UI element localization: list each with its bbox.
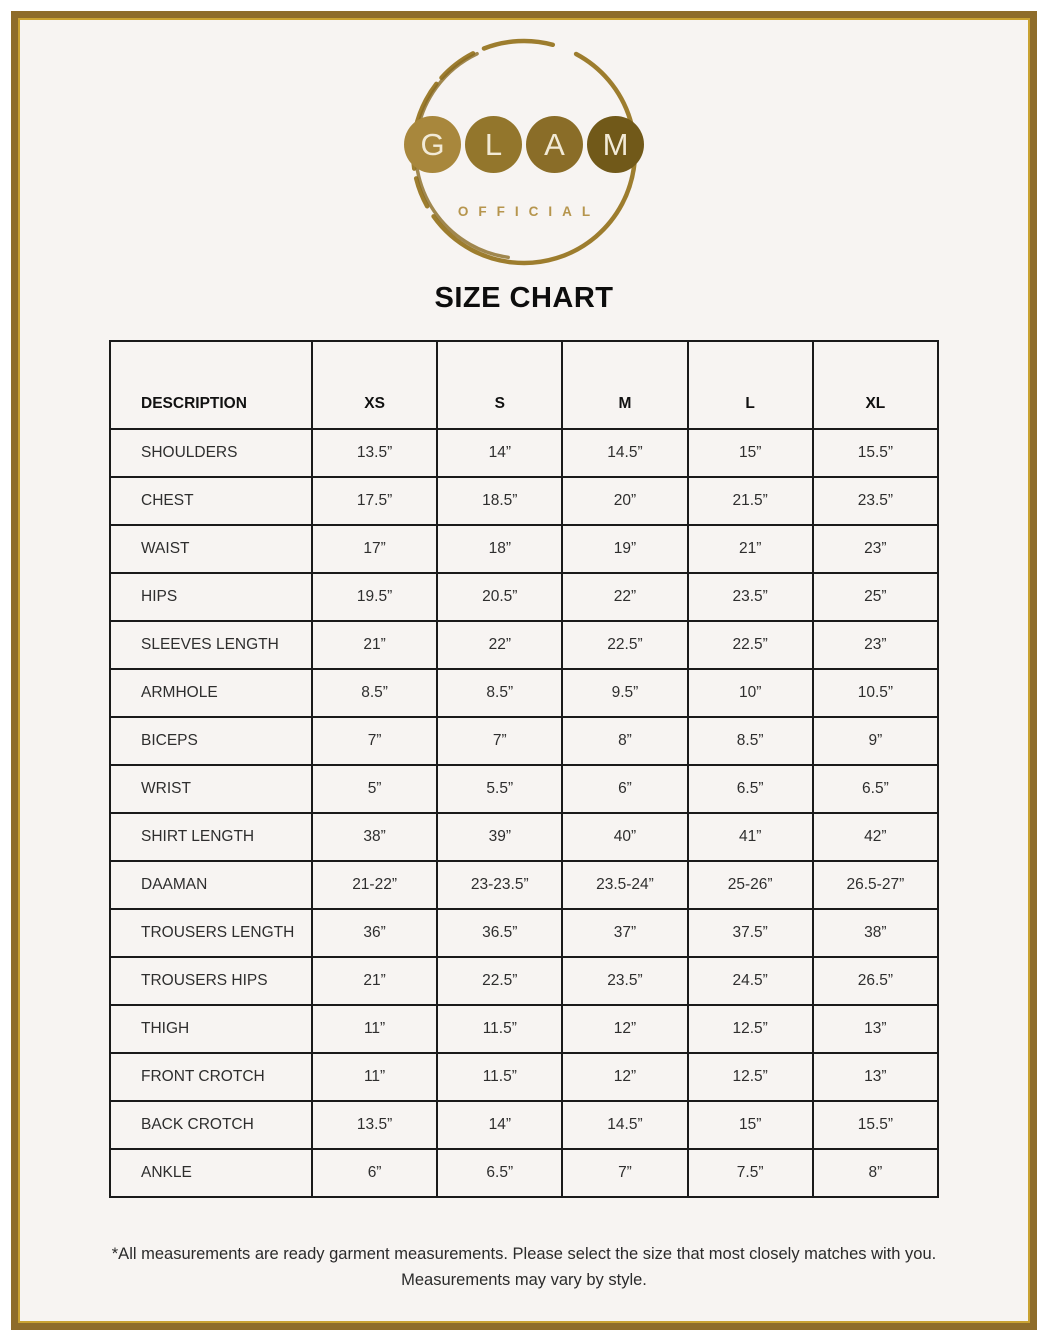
row-label: DAAMAN bbox=[110, 861, 312, 909]
cell-value: 12.5” bbox=[688, 1005, 813, 1053]
row-label: HIPS bbox=[110, 573, 312, 621]
cell-value: 37.5” bbox=[688, 909, 813, 957]
cell-value: 11.5” bbox=[437, 1053, 562, 1101]
table-row bbox=[110, 861, 938, 909]
cell-value: 6.5” bbox=[813, 765, 938, 813]
cell-value: 37” bbox=[562, 909, 687, 957]
cell-value: 40” bbox=[562, 813, 687, 861]
cell-value: 22.5” bbox=[562, 621, 687, 669]
cell-value: 6” bbox=[312, 1149, 437, 1197]
cell-value: 5” bbox=[312, 765, 437, 813]
logo-letter-m: M bbox=[587, 116, 644, 173]
table-row bbox=[110, 1005, 938, 1053]
cell-value: 25” bbox=[813, 573, 938, 621]
cell-value: 24.5” bbox=[688, 957, 813, 1005]
table-row bbox=[110, 813, 938, 861]
cell-value: 15.5” bbox=[813, 1101, 938, 1149]
cell-value: 36” bbox=[312, 909, 437, 957]
cell-value: 23.5” bbox=[688, 573, 813, 621]
row-label: CHEST bbox=[110, 477, 312, 525]
cell-value: 41” bbox=[688, 813, 813, 861]
cell-value: 39” bbox=[437, 813, 562, 861]
cell-value: 13.5” bbox=[312, 429, 437, 477]
cell-value: 6.5” bbox=[688, 765, 813, 813]
cell-value: 11.5” bbox=[437, 1005, 562, 1053]
table-row bbox=[110, 717, 938, 765]
cell-value: 11” bbox=[312, 1053, 437, 1101]
table-row bbox=[110, 1149, 938, 1197]
cell-value: 19” bbox=[562, 525, 687, 573]
cell-value: 7” bbox=[312, 717, 437, 765]
cell-value: 5.5” bbox=[437, 765, 562, 813]
cell-value: 14.5” bbox=[562, 1101, 687, 1149]
footer-line-2: Measurements may vary by style. bbox=[401, 1270, 647, 1289]
cell-value: 22.5” bbox=[688, 621, 813, 669]
row-label: WRIST bbox=[110, 765, 312, 813]
cell-value: 21” bbox=[312, 957, 437, 1005]
cell-value: 8.5” bbox=[437, 669, 562, 717]
cell-value: 15” bbox=[688, 1101, 813, 1149]
row-label: BICEPS bbox=[110, 717, 312, 765]
column-header-size: XS bbox=[312, 341, 437, 429]
table-row bbox=[110, 621, 938, 669]
cell-value: 8.5” bbox=[688, 717, 813, 765]
size-chart-table bbox=[109, 340, 939, 1198]
cell-value: 13” bbox=[813, 1053, 938, 1101]
logo-letter-g: G bbox=[404, 116, 461, 173]
cell-value: 23” bbox=[813, 621, 938, 669]
cell-value: 23.5” bbox=[562, 957, 687, 1005]
column-header-size: L bbox=[688, 341, 813, 429]
logo-letter-circles bbox=[402, 116, 646, 173]
table-row bbox=[110, 909, 938, 957]
table-row bbox=[110, 669, 938, 717]
cell-value: 17.5” bbox=[312, 477, 437, 525]
logo-subtitle: OFFICIAL bbox=[457, 204, 601, 219]
cell-value: 23” bbox=[813, 525, 938, 573]
column-header-size: M bbox=[562, 341, 687, 429]
cell-value: 23-23.5” bbox=[437, 861, 562, 909]
cell-value: 18.5” bbox=[437, 477, 562, 525]
cell-value: 22.5” bbox=[437, 957, 562, 1005]
cell-value: 25-26” bbox=[688, 861, 813, 909]
cell-value: 21” bbox=[312, 621, 437, 669]
cell-value: 21” bbox=[688, 525, 813, 573]
column-header-size: XL bbox=[813, 341, 938, 429]
table-row bbox=[110, 1101, 938, 1149]
cell-value: 20.5” bbox=[437, 573, 562, 621]
cell-value: 7.5” bbox=[688, 1149, 813, 1197]
cell-value: 38” bbox=[312, 813, 437, 861]
row-label: WAIST bbox=[110, 525, 312, 573]
cell-value: 26.5” bbox=[813, 957, 938, 1005]
row-label: SLEEVES LENGTH bbox=[110, 621, 312, 669]
cell-value: 14” bbox=[437, 1101, 562, 1149]
table-row bbox=[110, 765, 938, 813]
cell-value: 17” bbox=[312, 525, 437, 573]
cell-value: 23.5” bbox=[813, 477, 938, 525]
gold-page-frame bbox=[11, 11, 1037, 1330]
row-label: TROUSERS LENGTH bbox=[110, 909, 312, 957]
cell-value: 21.5” bbox=[688, 477, 813, 525]
cell-value: 20” bbox=[562, 477, 687, 525]
table-row bbox=[110, 477, 938, 525]
cell-value: 7” bbox=[437, 717, 562, 765]
cell-value: 21-22” bbox=[312, 861, 437, 909]
cell-value: 9.5” bbox=[562, 669, 687, 717]
cell-value: 12” bbox=[562, 1005, 687, 1053]
cell-value: 26.5-27” bbox=[813, 861, 938, 909]
row-label: ANKLE bbox=[110, 1149, 312, 1197]
cell-value: 22” bbox=[562, 573, 687, 621]
row-label: SHOULDERS bbox=[110, 429, 312, 477]
cell-value: 7” bbox=[562, 1149, 687, 1197]
table-row bbox=[110, 957, 938, 1005]
cell-value: 13.5” bbox=[312, 1101, 437, 1149]
table-body bbox=[110, 429, 938, 1197]
table-row bbox=[110, 1053, 938, 1101]
cell-value: 8” bbox=[813, 1149, 938, 1197]
row-label: SHIRT LENGTH bbox=[110, 813, 312, 861]
cell-value: 9” bbox=[813, 717, 938, 765]
footer-note bbox=[18, 1242, 1030, 1293]
table-header bbox=[110, 341, 938, 429]
table-row bbox=[110, 573, 938, 621]
cell-value: 23.5-24” bbox=[562, 861, 687, 909]
cell-value: 36.5” bbox=[437, 909, 562, 957]
glam-official-logo bbox=[402, 32, 646, 272]
cell-value: 13” bbox=[813, 1005, 938, 1053]
cell-value: 11” bbox=[312, 1005, 437, 1053]
cell-value: 38” bbox=[813, 909, 938, 957]
table-row bbox=[110, 525, 938, 573]
cell-value: 22” bbox=[437, 621, 562, 669]
column-header-description: DESCRIPTION bbox=[110, 341, 312, 429]
cell-value: 8” bbox=[562, 717, 687, 765]
row-label: ARMHOLE bbox=[110, 669, 312, 717]
footer-line-1: *All measurements are ready garment measurements. Please select the size that most closely matches with you. bbox=[111, 1245, 937, 1263]
cell-value: 42” bbox=[813, 813, 938, 861]
table-row bbox=[110, 429, 938, 477]
page-title: SIZE CHART bbox=[434, 282, 614, 314]
row-label: FRONT CROTCH bbox=[110, 1053, 312, 1101]
cell-value: 14.5” bbox=[562, 429, 687, 477]
cell-value: 15” bbox=[688, 429, 813, 477]
cell-value: 10.5” bbox=[813, 669, 938, 717]
cell-value: 12.5” bbox=[688, 1053, 813, 1101]
header-row bbox=[110, 341, 938, 429]
cell-value: 8.5” bbox=[312, 669, 437, 717]
column-header-size: S bbox=[437, 341, 562, 429]
cell-value: 6” bbox=[562, 765, 687, 813]
row-label: BACK CROTCH bbox=[110, 1101, 312, 1149]
cell-value: 19.5” bbox=[312, 573, 437, 621]
logo-letter-l: L bbox=[465, 116, 522, 173]
logo-letter-a: A bbox=[526, 116, 583, 173]
cell-value: 6.5” bbox=[437, 1149, 562, 1197]
row-label: THIGH bbox=[110, 1005, 312, 1053]
cell-value: 10” bbox=[688, 669, 813, 717]
cell-value: 15.5” bbox=[813, 429, 938, 477]
cell-value: 12” bbox=[562, 1053, 687, 1101]
cell-value: 18” bbox=[437, 525, 562, 573]
row-label: TROUSERS HIPS bbox=[110, 957, 312, 1005]
cell-value: 14” bbox=[437, 429, 562, 477]
